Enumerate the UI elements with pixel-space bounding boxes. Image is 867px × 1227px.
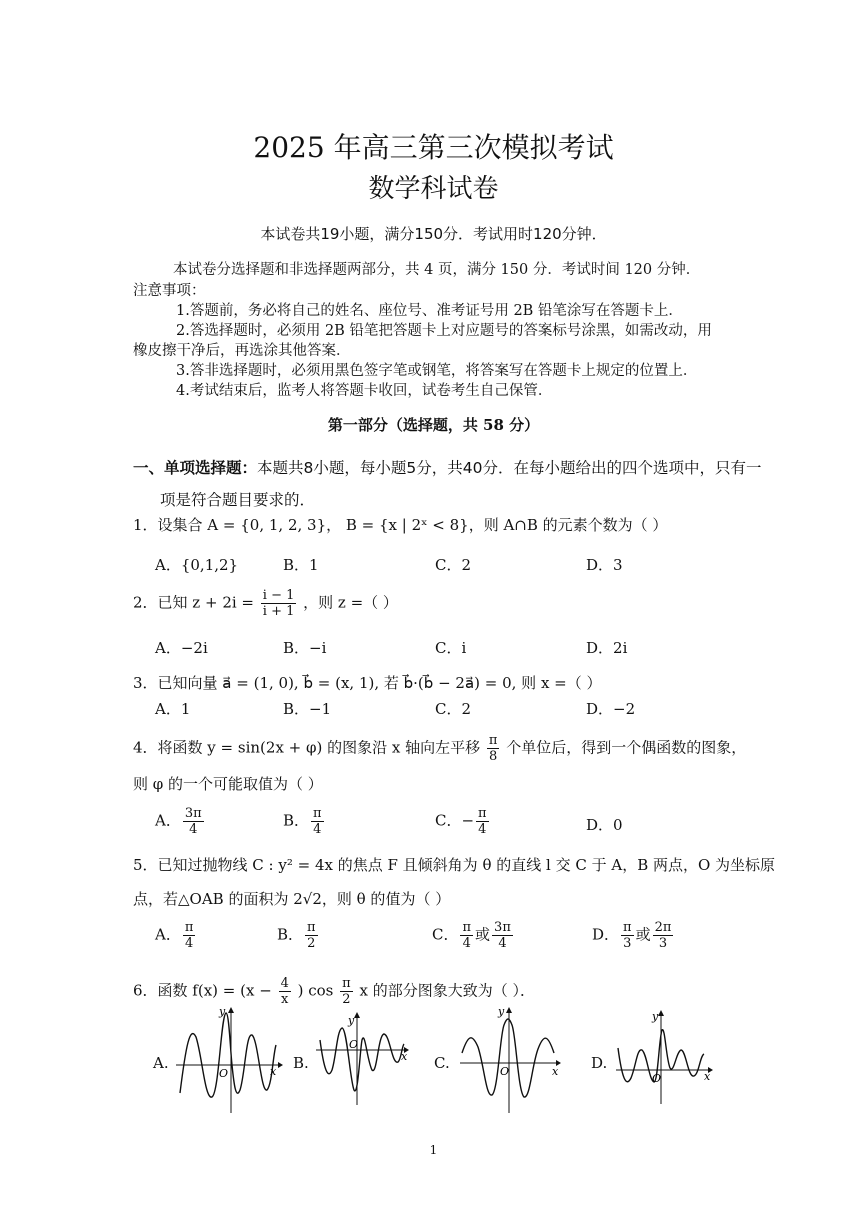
section1-heading	[133, 456, 761, 478]
q1-stem: 1．设集合 A = {0, 1, 2, 3}， B = {x | 2ˣ < 8}，则 A∩B 的元素个数为（ ）	[133, 516, 668, 534]
section1-desc-line1: 本题共8小题，每小题5分，共40分．在每小题给出的四个选项中，只有一	[257, 459, 762, 477]
q3-option-a: A．1	[155, 700, 191, 718]
q4-option-c-label: C．−	[435, 811, 475, 830]
instructions-intro: 本试卷分选择题和非选择题两部分，共 4 页，满分 150 分．考试时间 120 分钟．	[173, 262, 701, 278]
q4-a-num: 3π	[184, 806, 202, 821]
q4-stem-post: 个单位后，得到一个偶函数的图象，	[506, 738, 747, 757]
q6-option-c-label: C.	[434, 1054, 450, 1072]
q5-c-den1: 4	[462, 936, 471, 951]
q5-option-b	[277, 920, 320, 951]
q4-fraction-num: π	[488, 733, 498, 748]
y-axis-label: y	[498, 1005, 505, 1018]
q5-option-b-label: B．	[277, 925, 304, 944]
q6-frac1-num: 4	[280, 976, 289, 991]
q3-option-c: C．2	[435, 700, 472, 718]
x-axis-arrow-icon	[278, 1062, 283, 1068]
q2-option-d: D．2i	[586, 639, 628, 657]
q5-option-c	[432, 920, 515, 951]
exam-title: 2025 年高三第三次模拟考试	[253, 131, 614, 164]
y-axis-label: y	[219, 1005, 226, 1018]
q1-option-b: B．1	[283, 556, 319, 574]
y-axis-label: y	[348, 1014, 355, 1027]
q4-fraction	[487, 733, 500, 764]
q4-option-a	[155, 806, 206, 837]
q4-fraction-den: 8	[489, 749, 498, 764]
q5-d-num2: 2π	[654, 920, 672, 935]
exam-subtitle: 数学科试卷	[368, 174, 499, 204]
page-number: 1	[429, 1143, 438, 1157]
q6-option-d-label: D.	[591, 1054, 608, 1072]
q4-stem	[133, 733, 746, 764]
q6-stem-mid: ) cos	[297, 981, 334, 1000]
q2-stem-post: ，则 z =（ ）	[303, 593, 398, 612]
q1-option-d: D．3	[586, 556, 623, 574]
q3-option-d: D．−2	[586, 700, 636, 718]
q4-option-c	[435, 806, 491, 837]
y-axis-arrow-icon	[506, 1007, 512, 1013]
q2-fraction-num: i − 1	[262, 588, 295, 603]
q6-option-a-label: A.	[153, 1054, 169, 1072]
x-axis-label: x	[552, 1065, 559, 1078]
q3-option-b: B．−1	[283, 700, 332, 718]
q4-option-d: D．0	[586, 816, 623, 834]
section1-head: 一、单项选择题：	[133, 459, 258, 477]
q4-b-num: π	[313, 806, 322, 821]
origin-label: O	[219, 1067, 229, 1080]
q5-d-num1: π	[623, 920, 632, 935]
q4-stem-pre: 4．将函数 y = sin(2x + φ) 的图象沿 x 轴向左平移	[133, 738, 481, 757]
q4-stem-line2: 则 φ 的一个可能取值为（ ）	[133, 775, 323, 793]
q2-stem-pre: 2．已知 z + 2i =	[133, 593, 254, 612]
q6-frac2-num: π	[342, 976, 351, 991]
q3-stem: 3．已知向量 a⃗ = (1, 0), b⃗ = (x, 1), 若 b⃗·(b⃗ − 2a⃗) = 0, 则 x =（ ）	[133, 674, 602, 692]
q5-c-den2: 4	[498, 936, 507, 951]
q6-graph-b	[312, 1010, 412, 1110]
q2-stem	[133, 588, 398, 619]
q6-stem-pre: 6．函数 f(x) = (x −	[133, 981, 272, 1000]
notice-label: 注意事项：	[133, 283, 206, 299]
function-curve	[320, 1028, 404, 1091]
q6-stem-post: x 的部分图象大致为（ ）．	[359, 981, 535, 1000]
section1-desc-line2: 项是符合题目要求的．	[160, 491, 316, 509]
origin-label: O	[652, 1072, 662, 1085]
q2-fraction-den: i + 1	[262, 604, 295, 619]
q5-option-a-label: A．	[155, 925, 181, 944]
q5-a-den: 4	[184, 936, 194, 951]
origin-label: O	[500, 1065, 510, 1078]
q4-b-den: 4	[313, 822, 322, 837]
q5-option-c-label: C．	[432, 925, 459, 944]
q5-c-num1: π	[462, 920, 472, 935]
q2-option-b: B．−i	[283, 639, 327, 657]
q6-stem	[133, 976, 535, 1007]
q4-option-b	[283, 806, 326, 837]
q5-stem-line2: 点，若△OAB 的面积为 2√2，则 θ 的值为（ ）	[133, 890, 451, 908]
q6-graph-d	[612, 1008, 718, 1108]
q5-option-a	[155, 920, 197, 951]
q5-b-num: π	[307, 920, 316, 935]
q6-graph-c	[456, 1005, 566, 1115]
q5-d-den2: 3	[658, 936, 668, 951]
q5-c-num2: 3π	[494, 920, 511, 935]
q1-option-a: A．{0,1,2}	[155, 556, 239, 574]
q4-option-a-label: A．	[155, 811, 181, 830]
q2-option-a: A．−2i	[155, 639, 208, 657]
notice-item-2-line2: 橡皮擦干净后，再选涂其他答案．	[133, 343, 351, 359]
q6-graph-a	[172, 1005, 284, 1115]
q5-a-num: π	[184, 920, 194, 935]
q2-fraction	[261, 588, 297, 619]
exam-summary: 本试卷共19小题，满分150分．考试用时120分钟．	[260, 225, 607, 243]
q5-option-d-label: D．	[592, 925, 620, 944]
y-axis-arrow-icon	[354, 1012, 360, 1018]
y-axis-arrow-icon	[658, 1010, 664, 1016]
q5-d-den1: 3	[623, 936, 632, 951]
notice-item-2-line1: 2.答选择题时，必须用 2B 铅笔把答题卡上对应题号的答案标号涂黑，如需改动，用	[176, 323, 712, 339]
notice-item-3: 3.答非选择题时，必须用黑色签字笔或钢笔，将答案写在答题卡上规定的位置上．	[176, 363, 698, 379]
x-axis-label: x	[704, 1070, 711, 1083]
q1-option-c: C．2	[435, 556, 472, 574]
function-curve	[180, 1013, 276, 1097]
q6-frac2-den: 2	[342, 992, 351, 1007]
function-curve	[462, 1019, 554, 1097]
q5-c-or: 或	[475, 925, 491, 944]
q4-a-den: 4	[189, 822, 198, 837]
q5-d-or: 或	[635, 925, 651, 944]
q5-option-d	[592, 920, 675, 951]
q4-option-b-label: B．	[283, 811, 310, 830]
q4-c-den: 4	[478, 822, 487, 837]
part1-title: 第一部分（选择题，共 58 分）	[327, 416, 540, 434]
notice-item-4: 4.考试结束后，监考人将答题卡收回，试卷考生自己保管．	[176, 383, 553, 399]
q6-option-b-label: B.	[293, 1054, 309, 1072]
q2-option-c: C．i	[435, 639, 467, 657]
q6-frac1-den: x	[281, 992, 289, 1007]
notice-item-1: 1.答题前，务必将自己的姓名、座位号、准考证号用 2B 铅笔涂写在答题卡上．	[176, 303, 683, 319]
origin-label: O	[349, 1038, 359, 1051]
q5-b-den: 2	[307, 936, 316, 951]
y-axis-label: y	[652, 1010, 659, 1023]
x-axis-label: x	[401, 1050, 408, 1063]
x-axis-label: x	[270, 1065, 277, 1078]
q5-stem-line1: 5．已知过抛物线 C : y² = 4x 的焦点 F 且倾斜角为 θ 的直线 l 交 C 于 A，B 两点，O 为坐标原	[133, 856, 776, 874]
y-axis-arrow-icon	[228, 1007, 234, 1013]
q4-c-num: π	[478, 806, 487, 821]
